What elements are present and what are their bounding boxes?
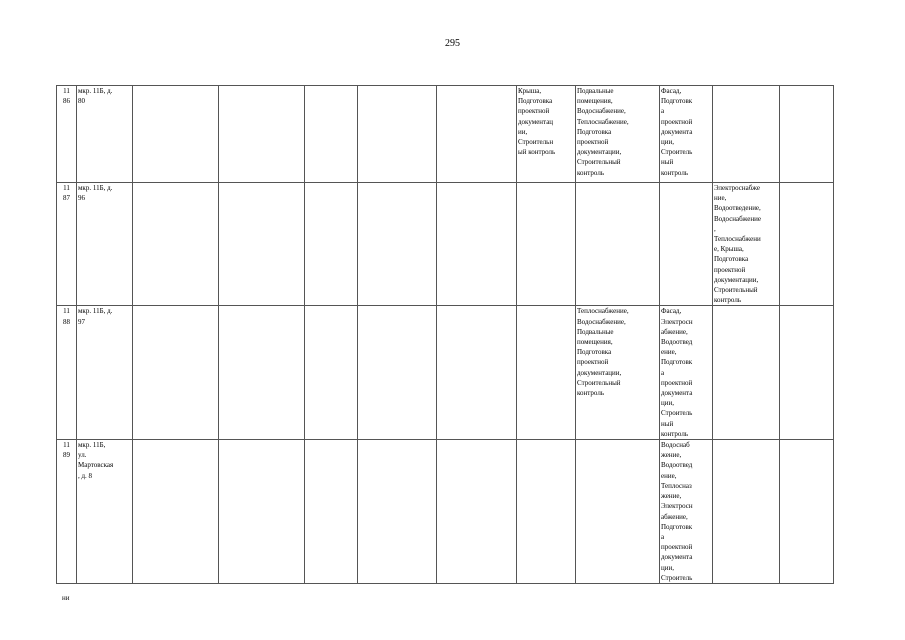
- empty-cell: [133, 440, 219, 584]
- cell-text-line: Электросн: [661, 317, 693, 326]
- empty-cell: [219, 183, 305, 306]
- work-types-cell: [576, 86, 660, 183]
- cell-text-line: ый контроль: [518, 148, 556, 157]
- cell-text-line: ение,: [661, 348, 677, 357]
- cell-text-line: 88: [63, 317, 70, 326]
- empty-cell: [437, 306, 517, 440]
- cell-text-line: контроль: [714, 296, 742, 305]
- work-types-cell: [713, 440, 780, 584]
- cell-text-line: Строитель: [661, 573, 693, 582]
- cell-text-line: ции,: [661, 399, 674, 408]
- cell-text-line: проектной: [661, 117, 693, 126]
- empty-cell: [780, 183, 834, 306]
- cell-text-line: Теплосназ: [661, 481, 692, 490]
- cell-text-line: ции,: [661, 138, 674, 147]
- cell-text-line: контроль: [577, 389, 605, 398]
- cell-text-line: Подготовка: [518, 97, 553, 106]
- cell-text-line: жение,: [661, 492, 682, 501]
- row-number-cell: [57, 86, 77, 183]
- cell-text-line: документа: [661, 553, 693, 562]
- address-cell: [77, 306, 133, 440]
- cell-text-line: Теплоснабжени: [714, 235, 761, 244]
- table-row: [57, 306, 834, 440]
- empty-cell: [437, 183, 517, 306]
- cell-text-line: документации,: [577, 368, 622, 377]
- cell-text-line: Водоотвед: [661, 338, 693, 347]
- address-cell: [77, 183, 133, 306]
- cell-text-line: ,: [714, 224, 716, 233]
- work-types-cell: [576, 440, 660, 584]
- cell-text-line: Строительный: [577, 378, 621, 387]
- empty-cell: [780, 440, 834, 584]
- work-types-cell: [517, 86, 576, 183]
- row-number-cell: [57, 306, 77, 440]
- cell-text-line: Строитель: [661, 409, 693, 418]
- cell-text-line: 86: [63, 97, 70, 106]
- empty-cell: [358, 86, 437, 183]
- cell-text-line: проектной: [518, 107, 550, 116]
- cell-text-line: 80: [78, 97, 85, 106]
- empty-cell: [305, 306, 358, 440]
- empty-cell: [133, 183, 219, 306]
- cell-text-line: Подготовк: [661, 97, 693, 106]
- work-types-cell: [660, 440, 713, 584]
- work-types-cell: [576, 183, 660, 306]
- table-row: [57, 183, 834, 306]
- empty-cell: [133, 306, 219, 440]
- footer-text: ни: [62, 594, 70, 602]
- empty-cell: [305, 440, 358, 584]
- empty-cell: [219, 440, 305, 584]
- cell-text-line: 11: [63, 441, 70, 450]
- empty-cell: [780, 86, 834, 183]
- cell-text-line: Строительный: [714, 286, 758, 295]
- cell-text-line: Водоотведение,: [714, 204, 761, 213]
- cell-text-line: Подготовка: [577, 127, 612, 136]
- cell-text-line: Фасад,: [661, 307, 682, 316]
- cell-text-line: 97: [78, 317, 85, 326]
- empty-cell: [219, 86, 305, 183]
- cell-text-line: проектной: [714, 265, 746, 274]
- cell-text-line: жение,: [661, 451, 682, 460]
- work-types-cell: [517, 306, 576, 440]
- empty-cell: [780, 306, 834, 440]
- cell-text-line: проектной: [661, 543, 693, 552]
- cell-text-line: мкр. 11Б, д.: [78, 87, 113, 95]
- cell-text-line: документа: [661, 127, 693, 136]
- table-row: [57, 86, 834, 183]
- cell-text-line: проектной: [577, 358, 609, 367]
- cell-text-line: Строительный: [577, 158, 621, 167]
- cell-text-line: 96: [78, 194, 85, 203]
- cell-text-line: ный: [661, 419, 674, 428]
- work-types-cell: [660, 183, 713, 306]
- cell-text-line: 89: [63, 451, 70, 460]
- cell-text-line: Подготовка: [714, 255, 749, 264]
- cell-text-line: Подготовка: [577, 348, 612, 357]
- cell-text-line: Строитель: [661, 148, 693, 157]
- work-types-cell: [713, 86, 780, 183]
- cell-text-line: мкр. 11Б, д.: [78, 184, 113, 192]
- cell-text-line: Подготовк: [661, 522, 693, 531]
- cell-text-line: помещения,: [577, 97, 613, 106]
- address-cell: [77, 86, 133, 183]
- cell-text-line: помещения,: [577, 338, 613, 347]
- cell-text-line: Теплоснабжение,: [577, 117, 629, 126]
- work-types-cell: [517, 440, 576, 584]
- row-number-cell: [57, 183, 77, 306]
- cell-text-line: 11: [63, 307, 70, 316]
- cell-text-line: абжение,: [661, 327, 688, 336]
- cell-text-line: е, Крыша,: [714, 245, 744, 254]
- cell-text-line: документац: [518, 117, 554, 126]
- cell-text-line: Теплоснабжение,: [577, 307, 629, 316]
- cell-text-line: проектной: [661, 378, 693, 387]
- cell-text-line: проектной: [577, 138, 609, 147]
- cell-text-line: документации,: [577, 148, 622, 157]
- cell-text-line: ение,: [661, 471, 677, 480]
- cell-text-line: ный: [661, 158, 674, 167]
- cell-text-line: Строительн: [518, 138, 554, 147]
- empty-cell: [437, 440, 517, 584]
- empty-cell: [133, 86, 219, 183]
- table-row: [57, 440, 834, 584]
- cell-text-line: документа: [661, 389, 693, 398]
- cell-text-line: а: [661, 368, 665, 377]
- cell-text-line: ние,: [714, 194, 727, 203]
- cell-text-line: Электроснабже: [714, 184, 760, 192]
- cell-text-line: контроль: [661, 429, 689, 438]
- empty-cell: [358, 306, 437, 440]
- empty-cell: [358, 183, 437, 306]
- cell-text-line: 87: [63, 194, 70, 203]
- cell-text-line: контроль: [577, 168, 605, 177]
- row-number-cell: [57, 440, 77, 584]
- cell-text-line: документации,: [714, 275, 759, 284]
- page-number: 295: [445, 38, 460, 49]
- cell-text-line: Водоотвед: [661, 461, 693, 470]
- cell-text-line: Водоснабжение,: [577, 107, 626, 116]
- empty-cell: [305, 183, 358, 306]
- cell-text-line: Водоснаб: [661, 441, 690, 450]
- work-types-cell: [517, 183, 576, 306]
- work-types-cell: [576, 306, 660, 440]
- empty-cell: [437, 86, 517, 183]
- cell-text-line: 11: [63, 184, 70, 192]
- cell-text-line: ции,: [661, 563, 674, 572]
- cell-text-line: контроль: [661, 168, 689, 177]
- cell-text-line: Крыша,: [518, 87, 542, 95]
- cell-text-line: Подвальные: [577, 327, 614, 336]
- cell-text-line: , д. 8: [78, 471, 93, 480]
- cell-text-line: 11: [63, 87, 70, 95]
- empty-cell: [358, 440, 437, 584]
- cell-text-line: Водоснабжение,: [577, 317, 626, 326]
- cell-text-line: Мартовская: [78, 461, 114, 470]
- work-types-cell: [713, 306, 780, 440]
- cell-text-line: ии,: [518, 127, 528, 136]
- cell-text-line: ул.: [78, 451, 87, 460]
- cell-text-line: мкр. 11Б,: [78, 441, 106, 450]
- empty-cell: [305, 86, 358, 183]
- cell-text-line: абжение,: [661, 512, 688, 521]
- cell-text-line: Водоснабжение: [714, 214, 762, 223]
- cell-text-line: мкр. 11Б, д.: [78, 307, 113, 316]
- empty-cell: [219, 306, 305, 440]
- cell-text-line: а: [661, 107, 665, 116]
- cell-text-line: а: [661, 532, 665, 541]
- cell-text-line: Электросн: [661, 502, 693, 511]
- capital-repair-table: [56, 85, 834, 584]
- address-cell: [77, 440, 133, 584]
- cell-text-line: Фасад,: [661, 87, 682, 95]
- cell-text-line: Подготовк: [661, 358, 693, 367]
- work-types-cell: [660, 86, 713, 183]
- cell-text-line: Подвальные: [577, 87, 614, 95]
- work-types-cell: [713, 183, 780, 306]
- work-types-cell: [660, 306, 713, 440]
